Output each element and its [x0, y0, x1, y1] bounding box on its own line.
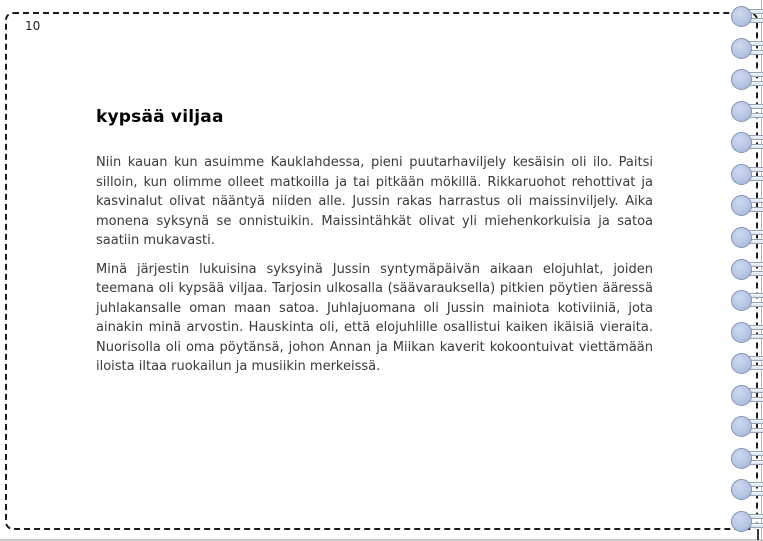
- page-title: kypsää viljaa: [96, 107, 224, 127]
- page-content: [96, 107, 653, 386]
- body-paragraph-2: Minä järjestin lukuisina syksyinä Jussin syntymäpäivän aikaan elojuhlat, joiden teemana oli kypsää viljaa. Tarjosin ulkosalla (säävarauksella) pitkien pöytien ääressä juhlakansalle oman maan satoa. Juhlajuomana oli Jussin mainiota kotiviiniä, jota ainakin minä arvostin. Hauskinta oli, että elojuhlille osallistui kaiken ikäisiä vieraita. Nuorisolla oli oma pöytänsä, johon Annan ja Miikan kaverit kokoontuivat viettämään iloista iltaa ruokailun ja musiikin merkeissä.: [96, 261, 653, 374]
- page-number: 10: [25, 19, 41, 33]
- window-right-edge: [761, 0, 762, 541]
- body-paragraph-1: Niin kauan kun asuimme Kauklahdessa, pieni puutarhaviljely kesäisin oli ilo. Paitsi silloin, kun olimme olleet matkoilla ja tai pitkään mökillä. Rikkaruohot rehottivat ja kasvinalut olivat nääntyä niiden alle. Jussin rakas harrastus oli maissinviljely. Aika monena syksynä se onnistuikin. Maissintähkät olivat yli miehenkorkuisia ja satoa saatiin mukavasti.: [96, 155, 653, 248]
- page-edge-stub: [757, 529, 759, 540]
